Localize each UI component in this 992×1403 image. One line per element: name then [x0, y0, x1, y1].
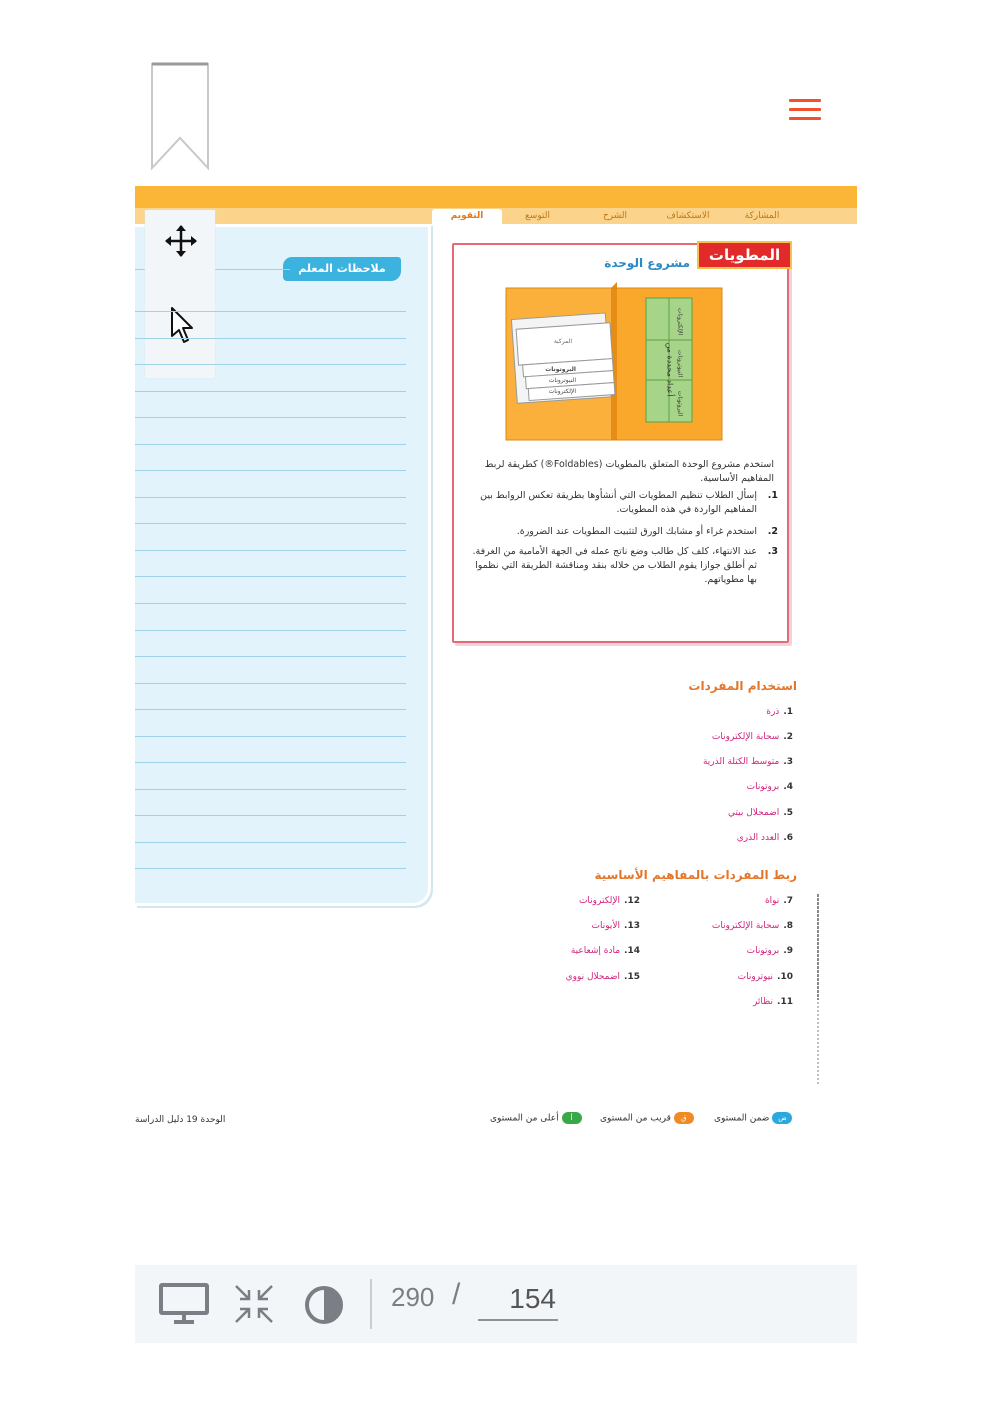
vocab-use-item: 1.ذرة [766, 707, 793, 717]
top-band [135, 186, 857, 208]
legend-beyond-level: أأعلى من المستوى [490, 1112, 582, 1124]
notes-ruled-line [135, 709, 406, 710]
tab-evaluate: التقويم [432, 209, 502, 224]
vocab-use-item: 3.متوسط الكتلة الذرية [702, 757, 793, 767]
notes-ruled-line [135, 868, 406, 869]
vocab-link-item: 15.اضمحلال نووي [565, 972, 640, 982]
vocab-link-item: 8.سحابة الإلكترونات [711, 921, 793, 931]
teacher-notes-title: ملاحظات المعلم [283, 257, 401, 281]
vocab-link-item: 13.الأيونات [591, 921, 640, 931]
notes-ruled-line [135, 656, 406, 657]
page-number-input[interactable] [478, 1279, 558, 1321]
notes-ruled-line [135, 550, 406, 551]
diagram-vertical-label: أعداد محددة من [665, 342, 675, 397]
monitor-icon[interactable] [158, 1282, 210, 1326]
diagram-tab-neutrons: النيوترونات [676, 349, 684, 378]
vocab-use-title: استخدام المفردات [688, 679, 797, 693]
page-total: 290 [391, 1282, 435, 1312]
notes-ruled-line [135, 815, 406, 816]
toolbar-separator [370, 1279, 372, 1329]
project-title: مشروع الوحدة [604, 256, 690, 270]
vocab-link-item: 9.بروتونات [746, 946, 793, 956]
foldables-intro: استخدم مشروع الوحدة المتعلق بالمطويات (Foldables®) كطريقة لربط المفاهيم الأساسية. [484, 459, 774, 484]
bookmark-icon[interactable] [148, 62, 212, 172]
vocab-link-title: ربط المفردات بالمفاهيم الأساسية [594, 868, 797, 882]
notes-ruled-line [135, 762, 406, 763]
notes-ruled-line [135, 842, 406, 843]
vocab-link-item: 11.نظائر [752, 997, 793, 1007]
notes-ruled-line [135, 576, 406, 577]
contrast-icon[interactable] [303, 1284, 345, 1326]
foldables-logo: المطويات [697, 241, 792, 269]
move-icon[interactable] [164, 224, 198, 258]
notes-ruled-line [135, 497, 406, 498]
vocab-link-item: 14.مادة إشعاعية [570, 946, 640, 956]
vocab-use-item: 4.بروتونات [746, 782, 793, 792]
vocab-link-item: 10.نيوترونات [737, 972, 793, 982]
notes-ruled-line [135, 736, 406, 737]
diagram-label-compound: المركبة [553, 338, 572, 345]
tab-explore: الاستكشاف [666, 211, 710, 221]
notes-ruled-line [135, 417, 406, 418]
tool-palette [145, 210, 215, 378]
vocab-use-item: 2.سحابة الإلكترونات [711, 732, 793, 742]
notes-ruled-line [135, 444, 406, 445]
notes-ruled-line [135, 311, 406, 312]
notes-ruled-line [135, 391, 406, 392]
page-separator: / [452, 1278, 461, 1311]
notes-ruled-line [135, 789, 406, 790]
vocab-use-item: 5.اضمحلال بيتي [727, 808, 793, 818]
notes-ruled-line [135, 630, 406, 631]
tab-elaborate: التوسع [525, 211, 550, 221]
diagram-label-electrons: الإلكترونات [548, 388, 576, 395]
pointer-icon[interactable] [169, 306, 195, 346]
collapse-icon[interactable] [233, 1283, 275, 1325]
notes-ruled-line [135, 683, 406, 684]
vocab-link-item: 12.الإلكترونات [578, 896, 640, 906]
diagram-tab-electrons: الإلكترونات [676, 307, 684, 336]
copyright-strip [812, 890, 824, 1090]
notes-ruled-line [135, 603, 406, 604]
unit-footer: الوحدة 19 دليل الدراسة [135, 1115, 226, 1125]
legend-approaching-level: ققريب من المستوى [600, 1112, 694, 1124]
vocab-use-item: 6.العدد الذري [736, 833, 793, 843]
notes-ruled-line [135, 470, 406, 471]
notes-ruled-line [135, 523, 406, 524]
diagram-label-neutrons: النيوترونات [548, 377, 576, 384]
notes-ruled-line [135, 364, 406, 365]
tab-engage: المشاركة [744, 211, 780, 221]
legend-on-level: ضضمن المستوى [714, 1112, 792, 1124]
diagram-tab-protons: البروتونات [676, 390, 684, 417]
notes-ruled-line [135, 338, 406, 339]
tab-explain: الشرح [602, 211, 628, 221]
vocab-link-item: 7.نواة [764, 896, 793, 906]
diagram-label-protons: البروتونات [545, 366, 576, 373]
menu-icon[interactable] [789, 99, 823, 123]
